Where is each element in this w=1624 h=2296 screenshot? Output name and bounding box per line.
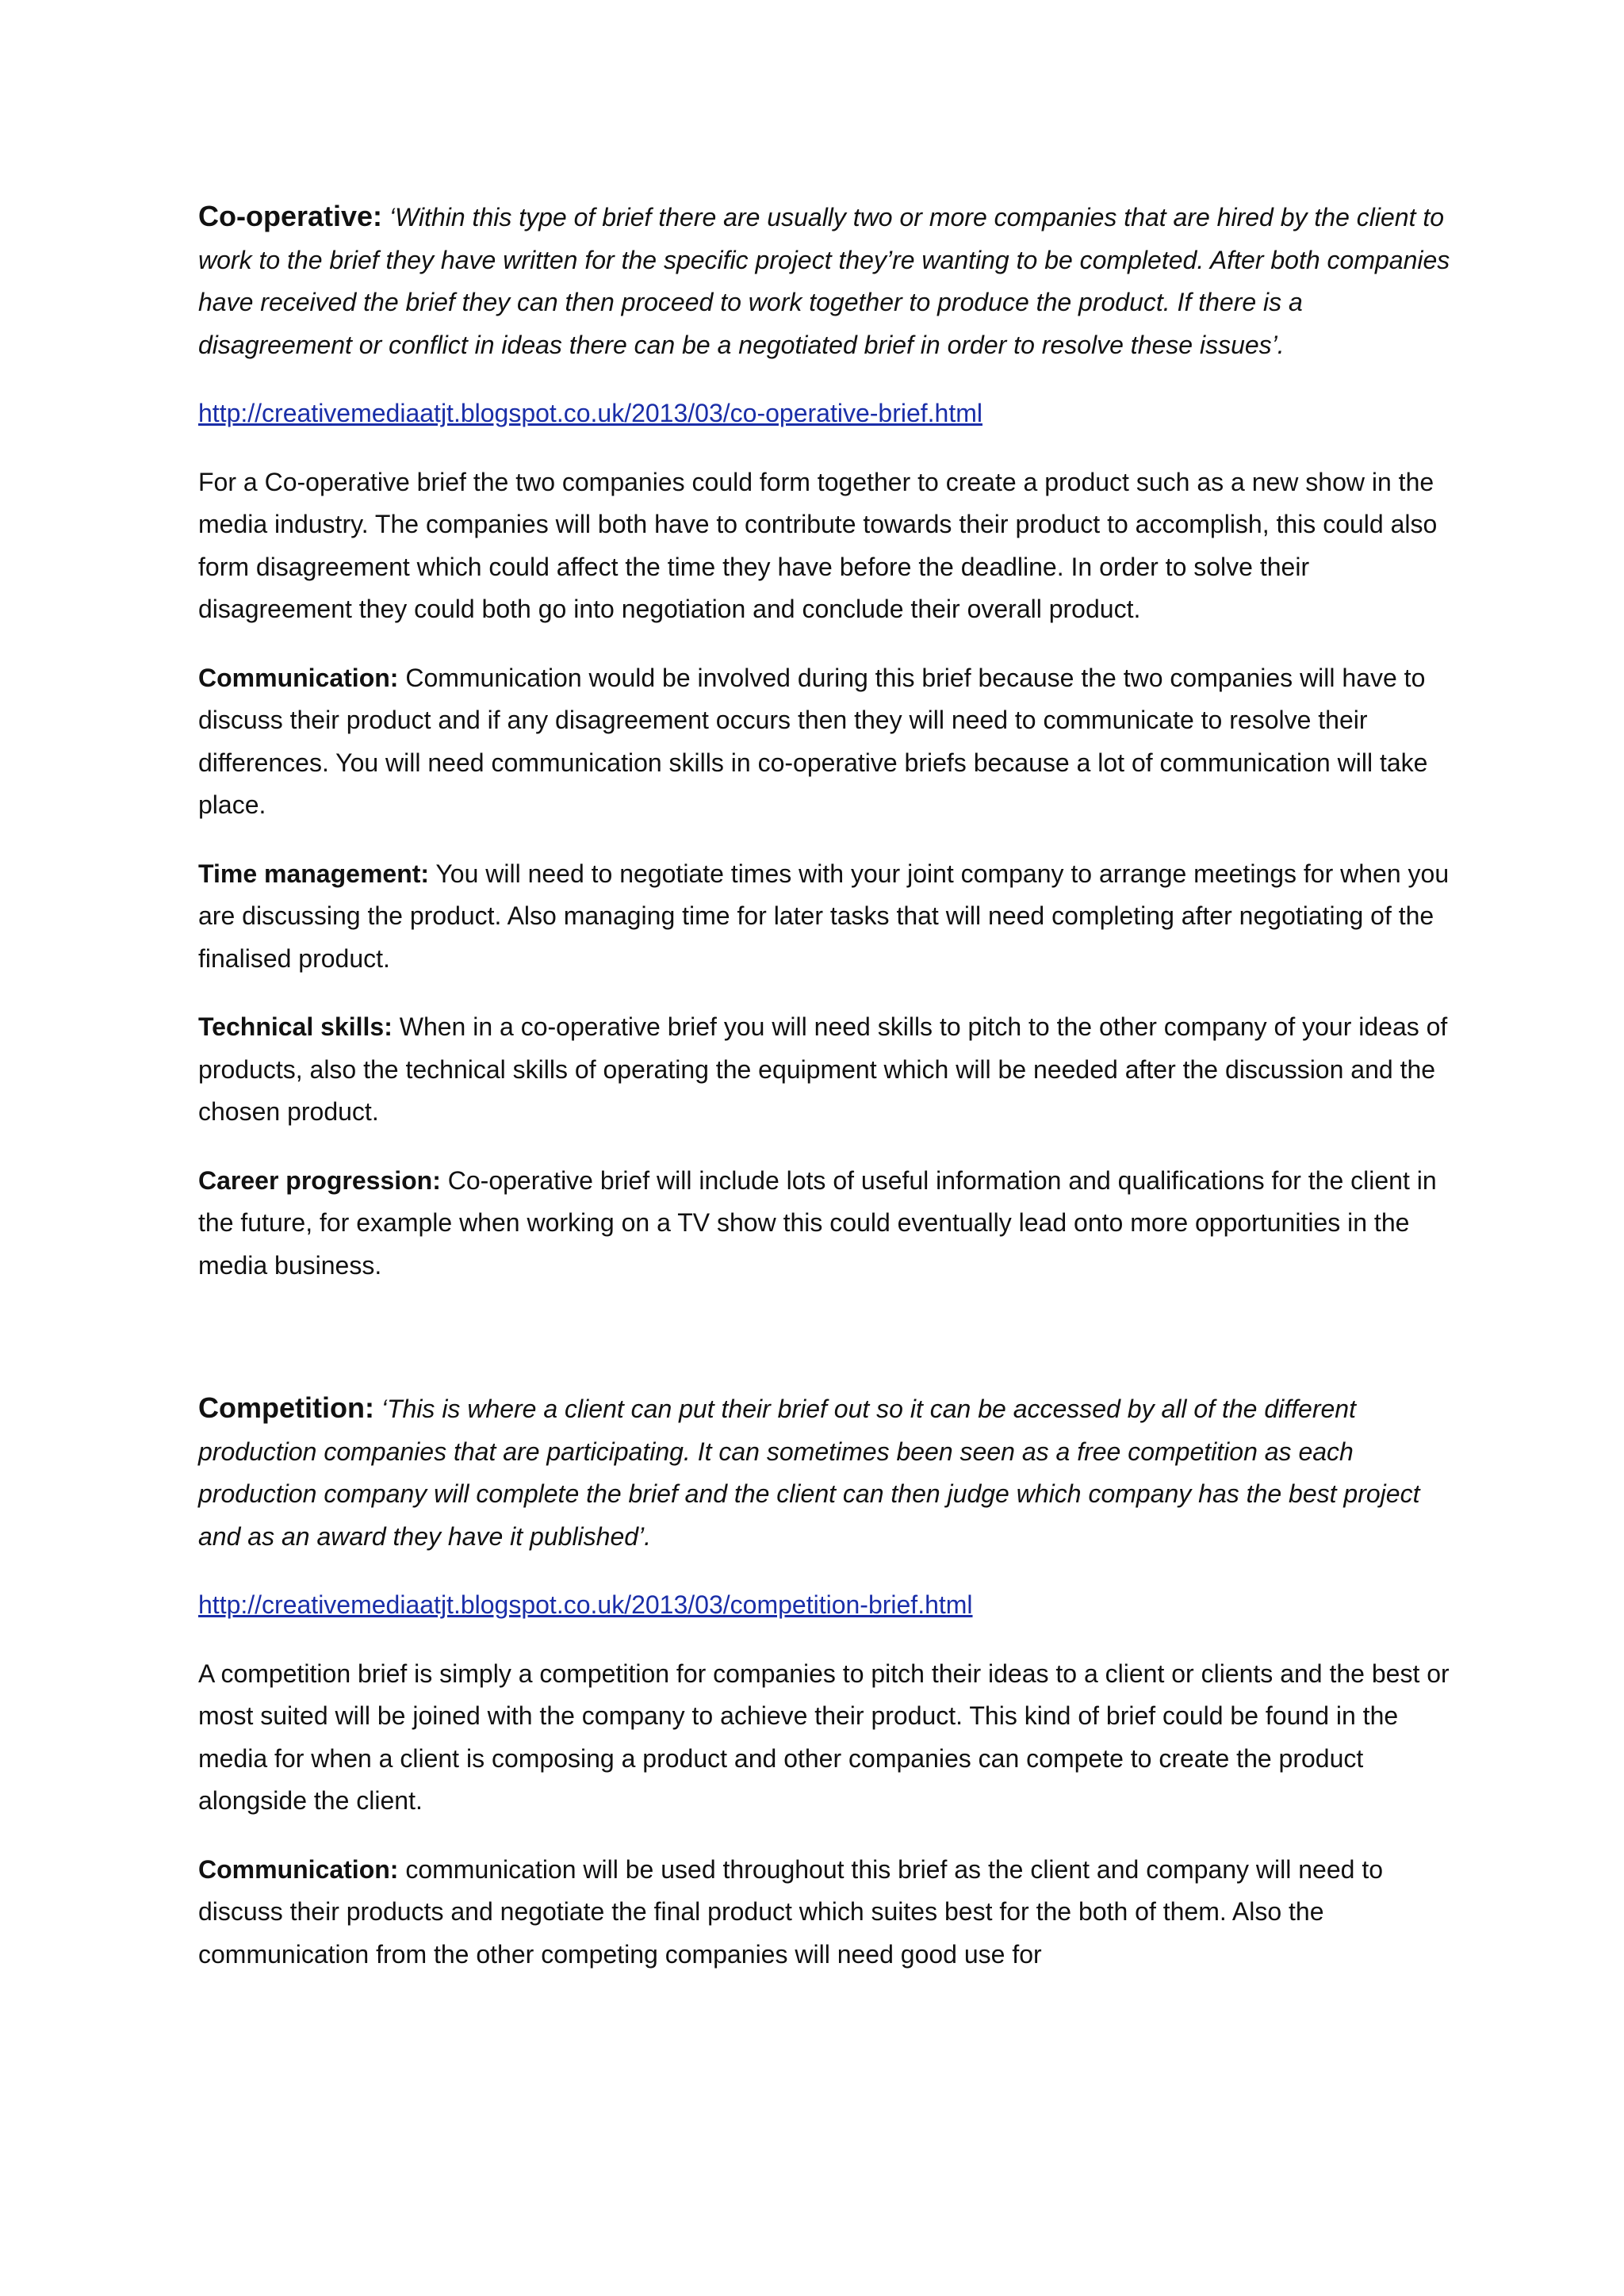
competition-quote: ‘This is where a client can put their brief out so it can be accessed by all of the different production companies that are participating. It can sometimes been seen as a free competition as each production company will complete the brief and the client can then judge which company has the best project and as an award they have it published’. xyxy=(198,1395,1420,1551)
competition-communication-label: Communication: xyxy=(198,1854,399,1884)
cooperative-intro: For a Co-operative brief the two companies could form together to create a product such as a new show in the media industry. The companies will both have to contribute towards their product to accomplish, this could also form disagreement which could affect the time they have before the deadline. In order to solve their disagreement they could both go into negotiation and conclude their overall product. xyxy=(198,467,1438,623)
cooperative-definition xyxy=(198,195,1451,366)
cooperative-communication xyxy=(198,657,1451,827)
competition-link[interactable]: http://creativemediaatjt.blogspot.co.uk/2013/03/competition-brief.html xyxy=(198,1590,973,1619)
cooperative-time-text: You will need to negotiate times with your joint company to arrange meetings for when you are discussing the product. Also managing time for later tasks that will need completing after negotiating of the finalised product. xyxy=(198,859,1450,973)
cooperative-source xyxy=(198,392,1451,435)
cooperative-communication-text: Communication would be involved during this brief because the two companies will have to discuss their product and if any disagreement occurs then they will need to communicate to resolve their differences. You will need communication skills in co-operative briefs because a lot of communication will take place. xyxy=(198,663,1428,819)
competition-heading: Competition: xyxy=(198,1391,374,1424)
competition-communication xyxy=(198,1849,1451,1976)
competition-definition xyxy=(198,1387,1451,1558)
cooperative-heading: Co-operative: xyxy=(198,200,383,232)
document-body xyxy=(198,195,1451,2002)
cooperative-time-management xyxy=(198,853,1451,981)
cooperative-quote: ‘Within this type of brief there are usually two or more companies that are hired by the client to work to the brief they have written for the specific project they’re wanting to be completed. After both companies have received the brief they can then proceed to work together to produce the product. If there is a disagreement or conflict in ideas there can be a negotiated brief in order to resolve these issues’. xyxy=(198,203,1450,359)
cooperative-career-text: Co-operative brief will include lots of useful information and qualifications for the client in the future, for example when working on a TV show this could eventually lead onto more opportunities in the media business. xyxy=(198,1165,1437,1280)
competition-communication-text: communication will be used throughout this brief as the client and company will need to discuss their products and negotiate the final product which suites best for the both of them. Also the communication from the other competing companies will need good use for xyxy=(198,1854,1384,1969)
cooperative-time-label: Time management: xyxy=(198,859,430,888)
competition-intro: A competition brief is simply a competition for companies to pitch their ideas to a client or clients and the best or most suited will be joined with the company to achieve their product. This kind of brief could be found in the media for when a client is composing a product and other companies can compete to create the product alongside the client. xyxy=(198,1659,1450,1815)
competition-source xyxy=(198,1584,1451,1627)
cooperative-technical-label: Technical skills: xyxy=(198,1012,393,1041)
cooperative-technical-text: When in a co-operative brief you will need skills to pitch to the other company of your ideas of products, also the technical skills of operating the equipment which will be needed after the discussion and the chosen product. xyxy=(198,1012,1448,1126)
cooperative-career-progression xyxy=(198,1160,1451,1288)
section-spacer xyxy=(198,1313,1451,1387)
cooperative-communication-label: Communication: xyxy=(198,663,399,692)
cooperative-link[interactable]: http://creativemediaatjt.blogspot.co.uk/2013/03/co-operative-brief.html xyxy=(198,399,982,427)
cooperative-technical-skills xyxy=(198,1006,1451,1134)
cooperative-career-label: Career progression: xyxy=(198,1165,441,1195)
